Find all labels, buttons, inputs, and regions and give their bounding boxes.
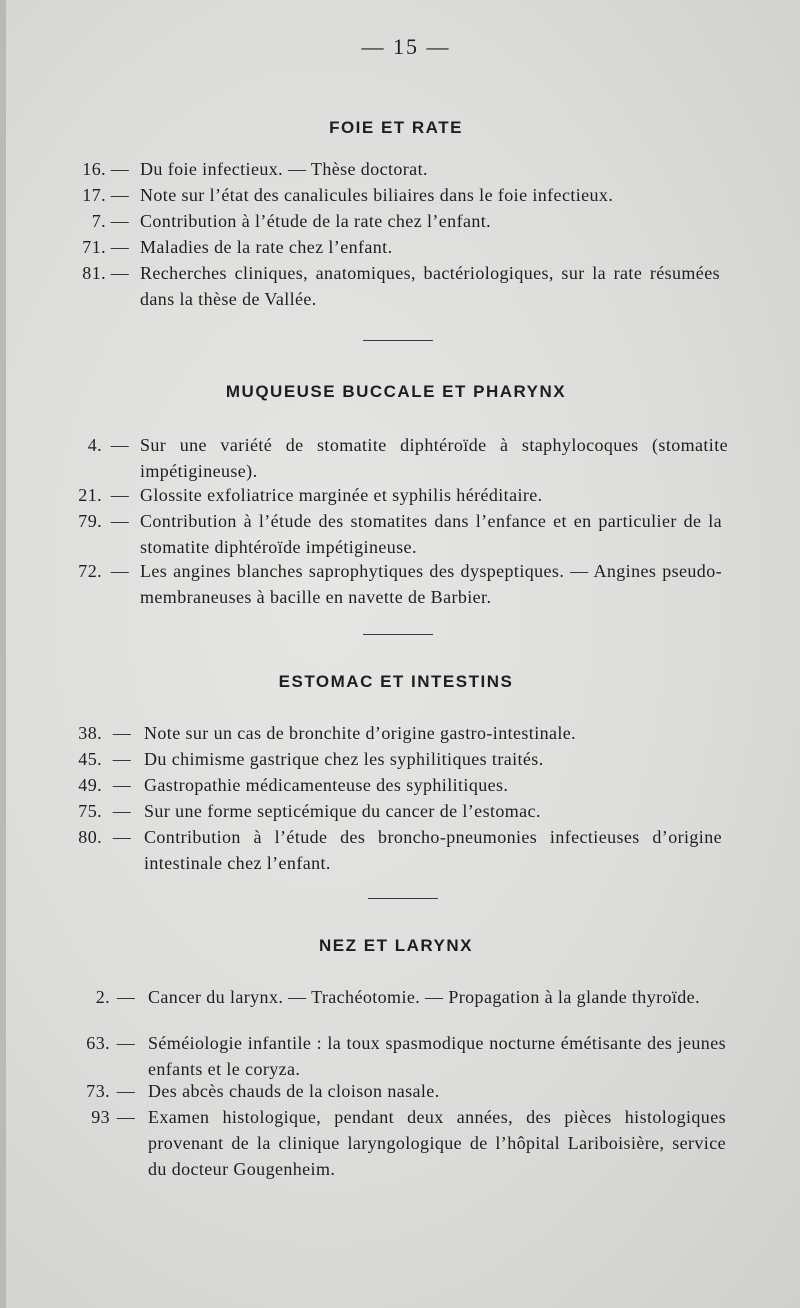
section-title-nez-et-larynx: NEZ ET LARYNX bbox=[319, 936, 473, 955]
entry-text: Sur une variété de stomatite diphtéroïde à staphylocoques (stomatite impétigineuse). bbox=[140, 435, 728, 481]
entry-number: 21. bbox=[78, 485, 102, 505]
section-divider bbox=[363, 340, 433, 341]
entry-number: 79. bbox=[78, 511, 102, 531]
entry-dash: — bbox=[112, 775, 132, 795]
entry-number: 49. bbox=[78, 775, 102, 795]
entry-dash: — bbox=[110, 159, 130, 179]
entry-text: Les angines blanches saprophytiques des dyspeptiques. — Angines pseudo-membraneuses à bacille en navette de Barbier. bbox=[140, 561, 722, 607]
entry-text: Des abcès chauds de la cloison nasale. bbox=[148, 1081, 440, 1101]
entry-dash: — bbox=[110, 211, 130, 231]
entry-text: Gastropathie médicamenteuse des syphilitiques. bbox=[144, 775, 509, 795]
entry-dash: — bbox=[110, 185, 130, 205]
entry-number: 81. bbox=[82, 263, 106, 283]
entry-dash: — bbox=[110, 237, 130, 257]
entry-number: 17. bbox=[82, 185, 106, 205]
entry-number: 38. bbox=[78, 723, 102, 743]
entry-dash: — bbox=[116, 987, 136, 1007]
entry-dash: — bbox=[110, 435, 130, 455]
entry-dash: — bbox=[110, 485, 130, 505]
section-title-estomac-et-intestins: ESTOMAC ET INTESTINS bbox=[278, 672, 514, 691]
entry-text: Du foie infectieux. — Thèse doctorat. bbox=[140, 159, 428, 179]
section-title-muqueuse-buccale: MUQUEUSE BUCCALE ET PHARYNX bbox=[225, 382, 567, 401]
entry-number: 4. bbox=[87, 435, 102, 455]
entry-dash: — bbox=[112, 723, 132, 743]
entry-number: 73. bbox=[86, 1081, 110, 1101]
entry-text: Glossite exfoliatrice marginée et syphilis héréditaire. bbox=[140, 485, 543, 505]
entry-dash: — bbox=[112, 749, 132, 769]
entry-number: 71. bbox=[82, 237, 106, 257]
entry-text: Séméiologie infantile : la toux spasmodique nocturne émétisante des jeunes enfants et le coryza. bbox=[148, 1033, 726, 1079]
entry-dash: — bbox=[116, 1033, 136, 1053]
entry-dash: — bbox=[112, 827, 132, 847]
entry-number: 45. bbox=[78, 749, 102, 769]
section-title-foie-et-rate: FOIE ET RATE bbox=[329, 118, 463, 137]
entry-number: 93 bbox=[91, 1107, 110, 1127]
entry-dash: — bbox=[112, 801, 132, 821]
entry-dash: — bbox=[116, 1107, 136, 1127]
entry-dash: — bbox=[110, 511, 130, 531]
entry-text: Recherches cliniques, anatomiques, bactériologiques, sur la rate résumées dans la thèse de Vallée. bbox=[140, 263, 720, 309]
entry-text: Du chimisme gastrique chez les syphilitiques traités. bbox=[144, 749, 544, 769]
entry-number: 72. bbox=[78, 561, 102, 581]
entry-text: Note sur un cas de bronchite d’origine gastro-intestinale. bbox=[144, 723, 577, 743]
section-divider bbox=[368, 898, 438, 899]
entry-dash: — bbox=[110, 263, 130, 283]
entry-dash: — bbox=[116, 1081, 136, 1101]
entry-number: 16. bbox=[82, 159, 106, 179]
entry-text: Sur une forme septicémique du cancer de l’estomac. bbox=[144, 801, 541, 821]
entry-text: Note sur l’état des canalicules biliaires dans le foie infectieux. bbox=[140, 185, 614, 205]
entry-dash: — bbox=[110, 561, 130, 581]
entry-number: 80. bbox=[78, 827, 102, 847]
section-divider bbox=[363, 634, 433, 635]
entry-text: Contribution à l’étude des broncho-pneumonies infectieuses d’origine intestinale chez l’enfant. bbox=[144, 827, 722, 873]
entry-number: 75. bbox=[78, 801, 102, 821]
entry-text: Maladies de la rate chez l’enfant. bbox=[140, 237, 393, 257]
entry-number: 2. bbox=[95, 987, 110, 1007]
entry-text: Cancer du larynx. — Trachéotomie. — Propagation à la glande thyroïde. bbox=[148, 987, 700, 1007]
page-number: — 15 — bbox=[361, 34, 451, 59]
entry-number: 63. bbox=[86, 1033, 110, 1053]
entry-text: Contribution à l’étude des stomatites dans l’enfance et en particulier de la stomatite diphtéroïde impétigineuse. bbox=[140, 511, 722, 557]
entry-number: 7. bbox=[91, 211, 106, 231]
entry-text: Examen histologique, pendant deux années, des pièces histologiques provenant de la clinique laryngologique de l’hôpital Lariboisière, service du docteur Gougenheim. bbox=[148, 1107, 726, 1179]
entry-text: Contribution à l’étude de la rate chez l’enfant. bbox=[140, 211, 492, 231]
